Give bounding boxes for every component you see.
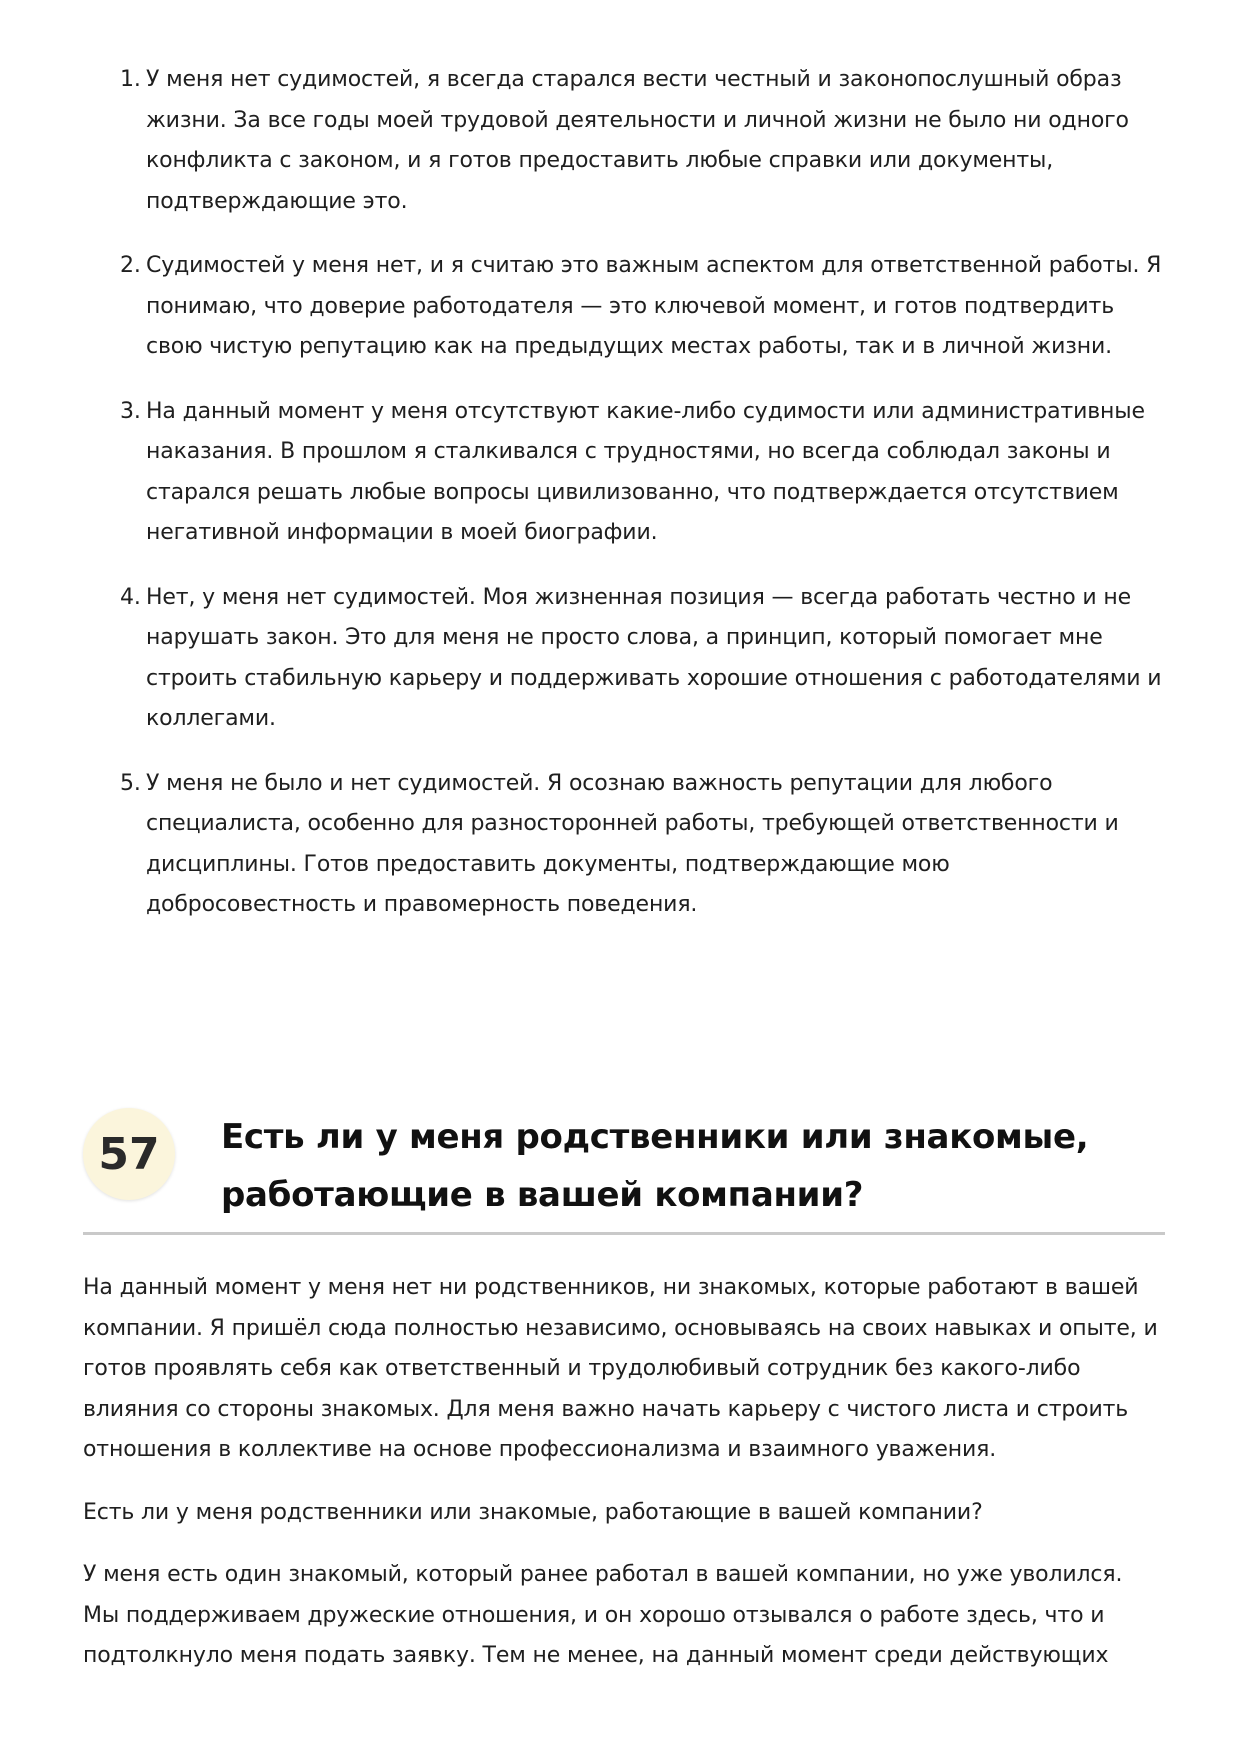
paragraph: На данный момент у меня нет ни родственников, ни знакомых, которые работают в вашей компании. Я пришёл сюда полностью независимо, основываясь на своих навыках и опыте, и готов проявлять себя как ответственный и трудолюбивый сотрудник без какого-либо влияния со стороны знакомых. Для меня важно начать карьеру с чистого листа и строить отношения в коллективе на основе профессионализма и взаимного уважения. [83, 1275, 1158, 1462]
section-title: Есть ли у меня родственники или знакомые, работающие в вашей компании? [221, 1117, 1089, 1215]
paragraph: Есть ли у меня родственники или знакомые, работающие в вашей компании? [83, 1499, 983, 1525]
answer-text: У меня нет судимостей, я всегда старался вести честный и законопослушный образ жизни. За все годы моей трудовой деятельности и личной жизни не было ни одного конфликта с законом, и я готов предоставить любые справки или документы, подтверждающие это. [146, 67, 1129, 214]
answer-item-4 [120, 578, 1165, 740]
section-number-badge: 57 [83, 1108, 175, 1200]
answer-number: 1. [120, 67, 141, 92]
answer-item-5 [120, 764, 1165, 926]
answer-list [120, 60, 1165, 950]
answer-number: 2. [120, 253, 141, 278]
answer-text: Нет, у меня нет судимостей. Моя жизненная позиция — всегда работать честно и не нарушать закон. Это для меня не просто слова, а принцип, который помогает мне строить стабильную карьеру и поддерживать хорошие отношения с работодателями и коллегами. [146, 584, 1162, 731]
answer-number: 4. [120, 584, 141, 610]
answer-item-1 [120, 60, 1165, 222]
answer-item-2 [120, 246, 1165, 368]
answer-number: 3. [120, 398, 141, 424]
answer-item-3 [120, 392, 1165, 554]
answer-text: Судимостей у меня нет, и я считаю это важным аспектом для ответственной работы. Я понимаю, что доверие работодателя — это ключевой момент, и готов подтвердить свою чистую репутацию как на предыдущих местах работы, так и в личной жизни. [146, 253, 1162, 359]
paragraph: У меня есть один знакомый, который ранее работал в вашей компании, но уже уволился. Мы поддерживаем дружеские отношения, и он хорошо отзывался о работе здесь, что и подтолкнуло меня подать заявку. Тем не менее, на данный момент среди действующих [83, 1562, 1123, 1668]
section-header [83, 1108, 1165, 1235]
answer-number: 5. [120, 770, 141, 796]
answer-text: У меня не было и нет судимостей. Я осознаю важность репутации для любого специалиста, особенно для разносторонней работы, требующей ответственности и дисциплины. Готов предоставить документы, подтверждающие мою добросовестность и правомерность поведения. [146, 770, 1119, 917]
section-body [83, 1268, 1165, 1699]
answer-text: На данный момент у меня отсутствуют какие-либо судимости или административные наказания. В прошлом я сталкивался с трудностями, но всегда соблюдал законы и старался решать любые вопросы цивилизованно, что подтверждается отсутствием негативной информации в моей биографии. [146, 398, 1145, 545]
